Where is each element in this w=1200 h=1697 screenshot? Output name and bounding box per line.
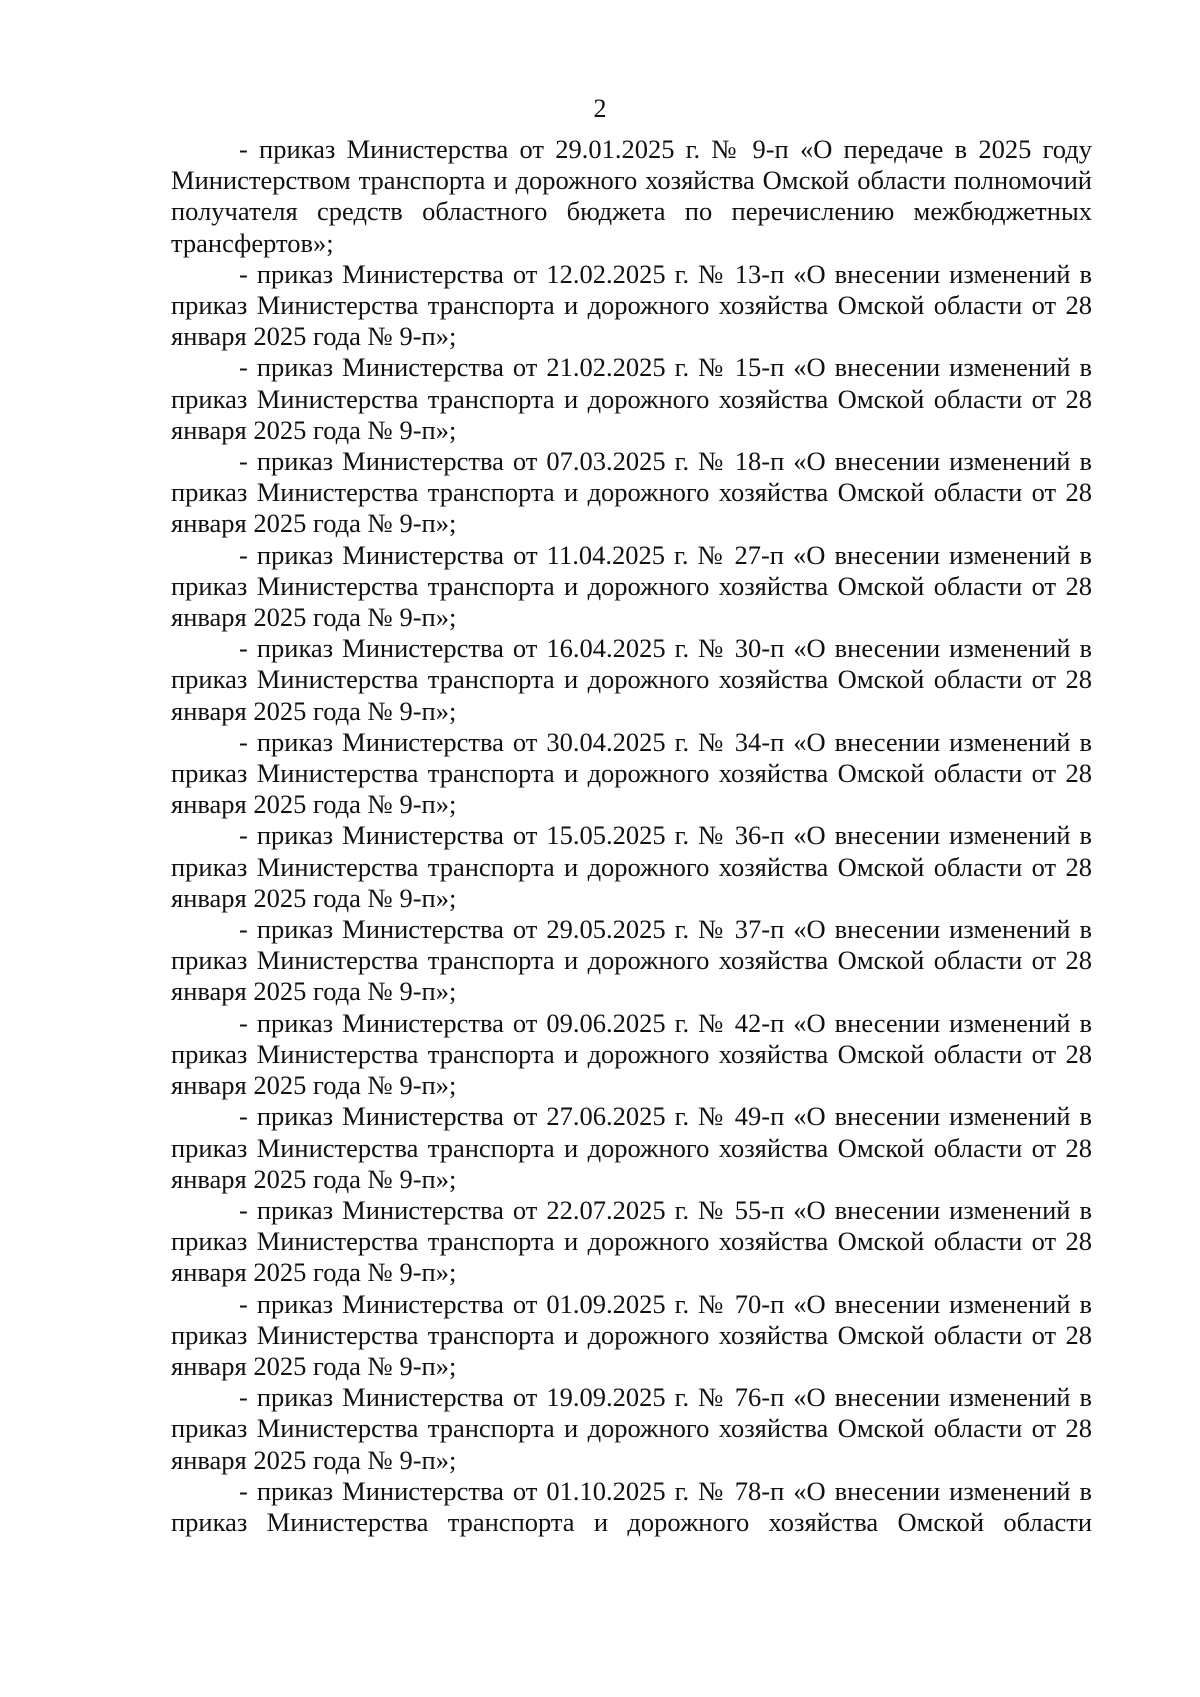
order-item-7: - приказ Министерства от 30.04.2025 г. № 34-п «О внесении изменений в приказ Министерства транспорта и дорожного хозяйства Омской области от 28 января 2025 года № 9-п»; [171,726,1092,820]
order-item-11: - приказ Министерства от 27.06.2025 г. № 49-п «О внесении изменений в приказ Министерства транспорта и дорожного хозяйства Омской области от 28 января 2025 года № 9-п»; [171,1101,1092,1194]
order-item-3: - приказ Министерства от 21.02.2025 г. № 15-п «О внесении изменений в приказ Министерства транспорта и дорожного хозяйства Омской области от 28 января 2025 года № 9-п»; [171,352,1092,445]
order-item-6: - приказ Министерства от 16.04.2025 г. № 30-п «О внесении изменений в приказ Министерства транспорта и дорожного хозяйства Омской области от 28 января 2025 года № 9-п»; [171,633,1092,726]
order-item-5: - приказ Министерства от 11.04.2025 г. № 27-п «О внесении изменений в приказ Министерства транспорта и дорожного хозяйства Омской области от 28 января 2025 года № 9-п»; [171,539,1092,633]
document-body [171,134,1092,1538]
order-item-12: - приказ Министерства от 22.07.2025 г. № 55-п «О внесении изменений в приказ Министерства транспорта и дорожного хозяйства Омской области от 28 января 2025 года № 9-п»; [171,1194,1092,1288]
page-number: 2 [593,94,607,123]
order-item-2: - приказ Министерства от 12.02.2025 г. № 13-п «О внесении изменений в приказ Министерства транспорта и дорожного хозяйства Омской области от 28 января 2025 года № 9-п»; [171,258,1092,352]
order-item-14: - приказ Министерства от 19.09.2025 г. № 76-п «О внесении изменений в приказ Министерства транспорта и дорожного хозяйства Омской области от 28 января 2025 года № 9-п»; [171,1382,1092,1475]
order-item-1: - приказ Министерства от 29.01.2025 г. № 9-п «О передаче в 2025 году Министерством транспорта и дорожного хозяйства Омской области полномочий получателя средств областного бюджета по перечислению межбюджетных трансфертов»; [171,134,1092,258]
order-item-15: - приказ Министерства от 01.10.2025 г. № 78-п «О внесении изменений в приказ Министерства транспорта и дорожного хозяйства Омской области [171,1475,1092,1537]
order-item-9: - приказ Министерства от 29.05.2025 г. № 37-п «О внесении изменений в приказ Министерства транспорта и дорожного хозяйства Омской области от 28 января 2025 года № 9-п»; [171,914,1092,1007]
order-item-8: - приказ Министерства от 15.05.2025 г. № 36-п «О внесении изменений в приказ Министерства транспорта и дорожного хозяйства Омской области от 28 января 2025 года № 9-п»; [171,820,1092,913]
order-item-4: - приказ Министерства от 07.03.2025 г. № 18-п «О внесении изменений в приказ Министерства транспорта и дорожного хозяйства Омской области от 28 января 2025 года № 9-п»; [171,446,1092,539]
order-item-13: - приказ Министерства от 01.09.2025 г. № 70-п «О внесении изменений в приказ Министерства транспорта и дорожного хозяйства Омской области от 28 января 2025 года № 9-п»; [171,1288,1092,1381]
order-item-10: - приказ Министерства от 09.06.2025 г. № 42-п «О внесении изменений в приказ Министерства транспорта и дорожного хозяйства Омской области от 28 января 2025 года № 9-п»; [171,1007,1092,1101]
